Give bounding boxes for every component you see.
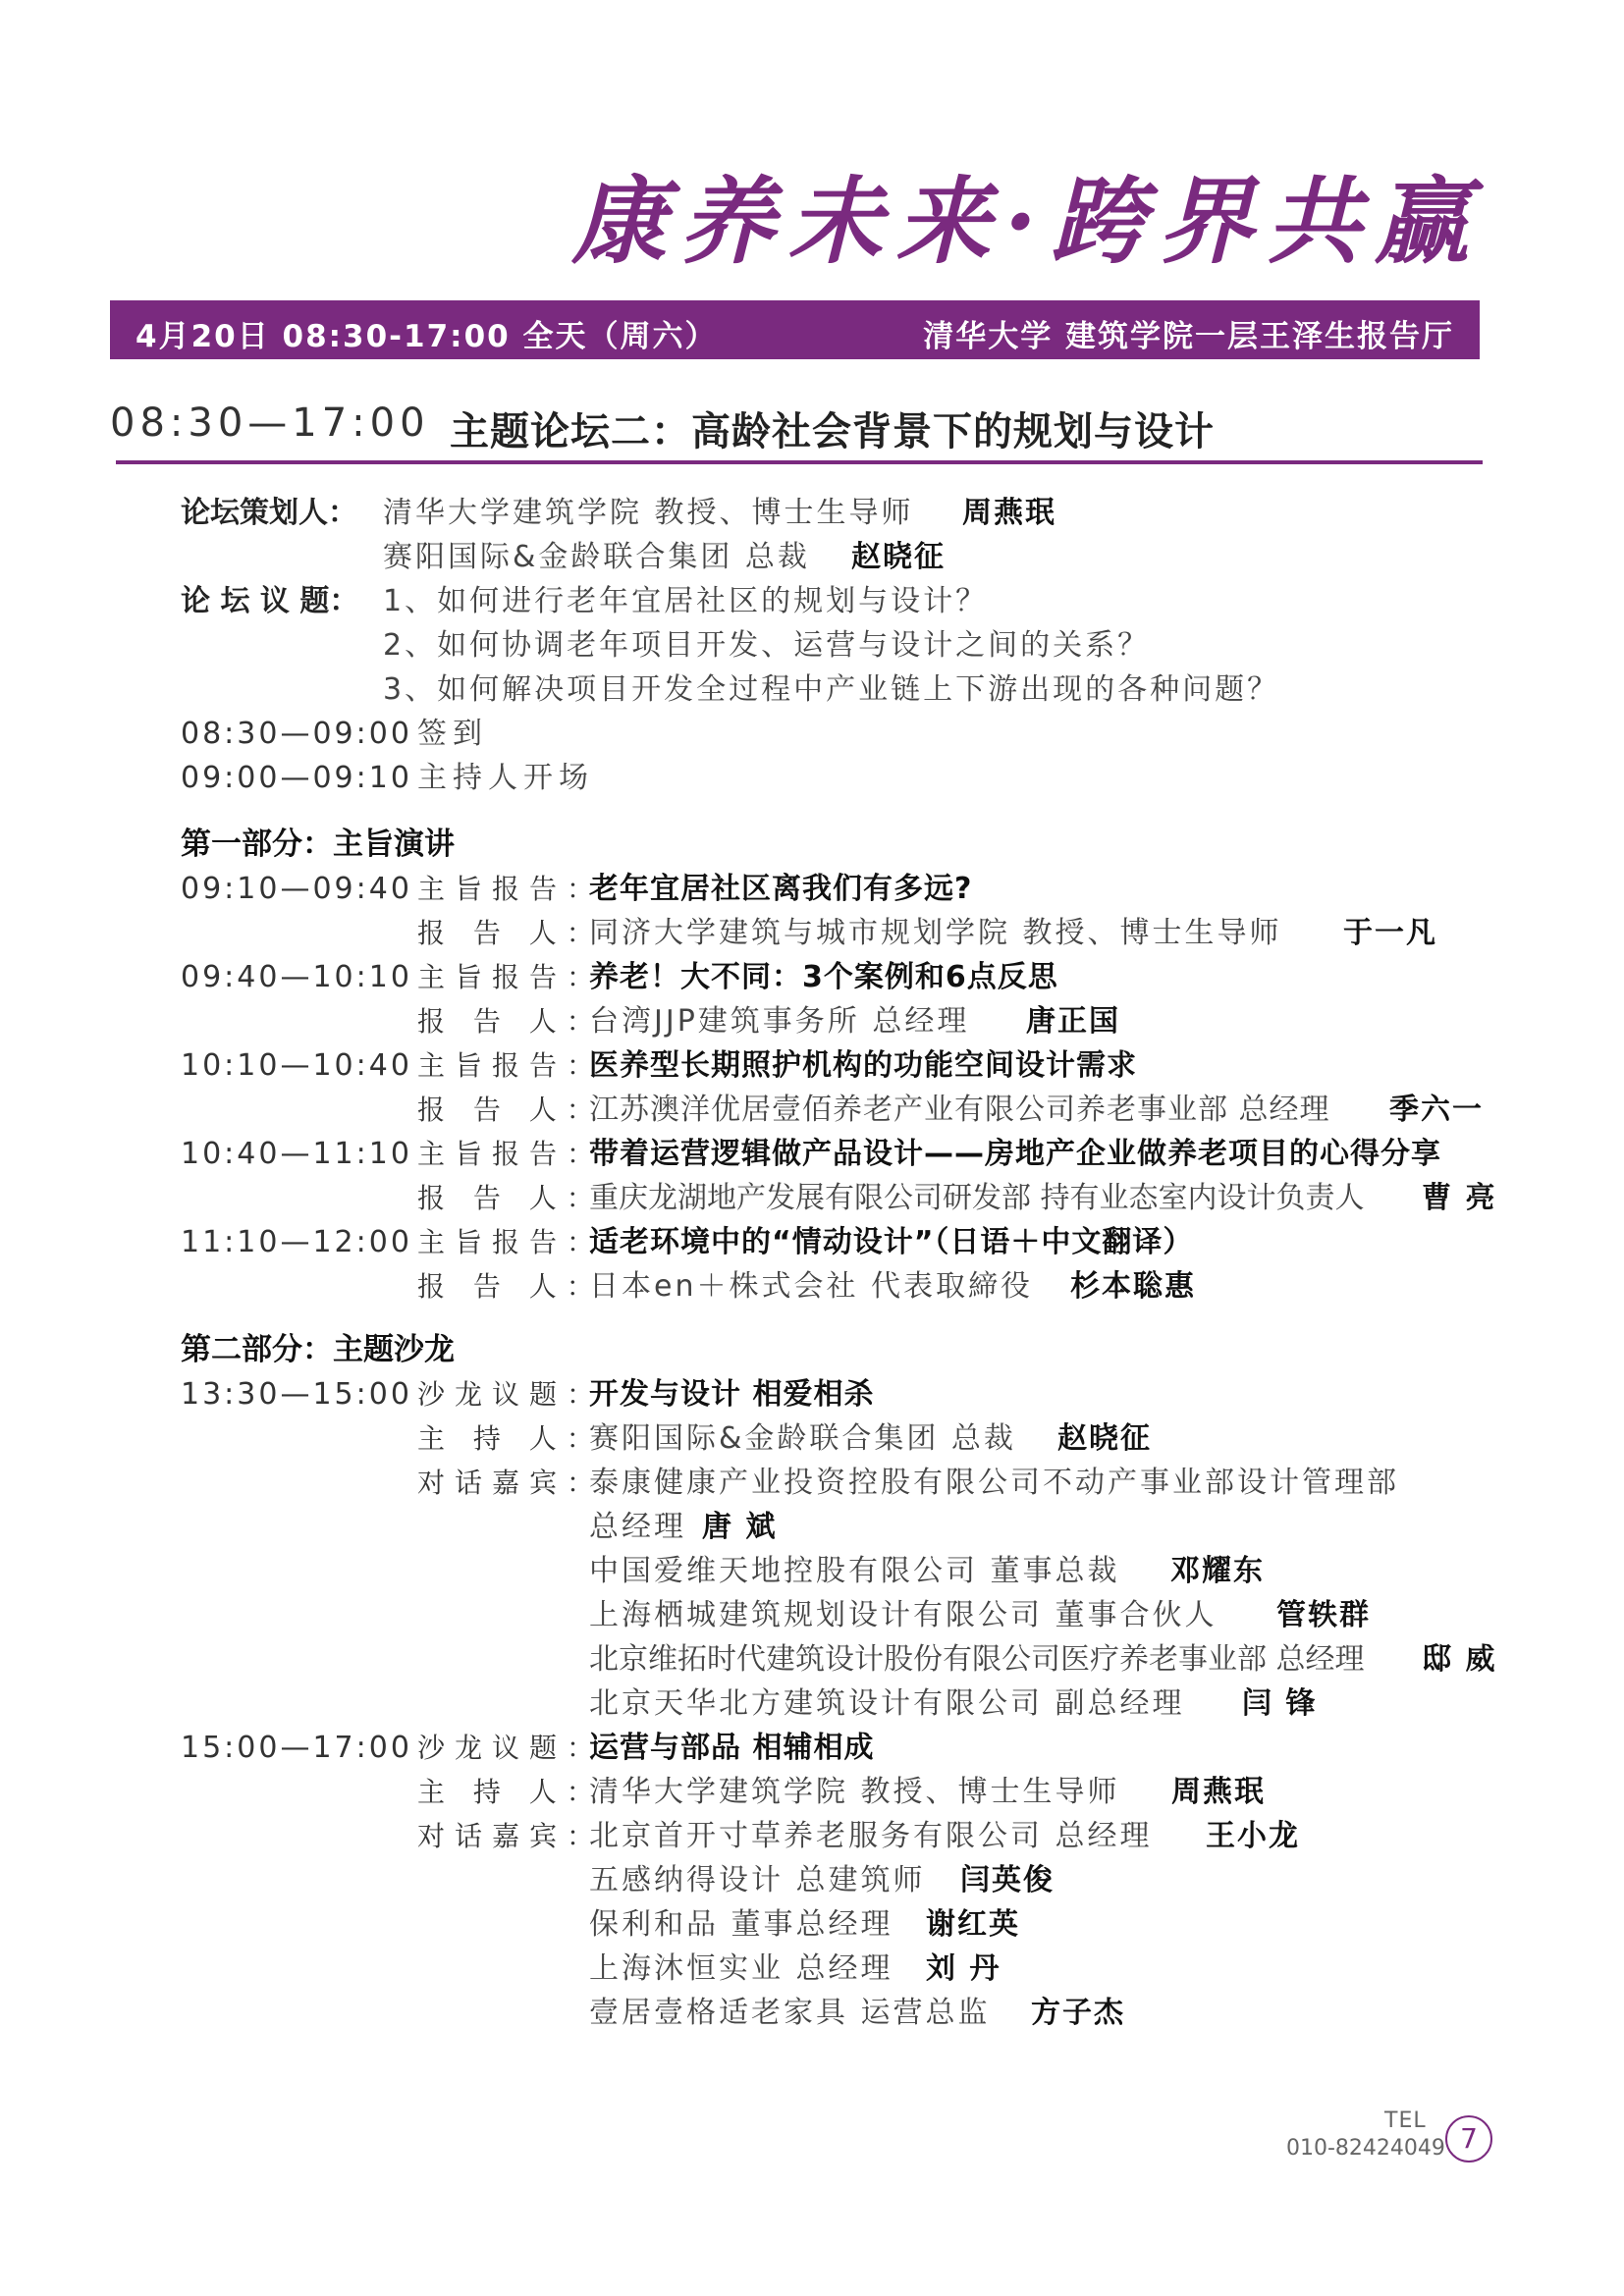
guest-name: 邸 威 (1422, 1642, 1497, 1677)
forum-time: 08:30—17:00 (110, 400, 430, 446)
event-venue: 清华大学 建筑学院一层王泽生报告厅 (923, 319, 1454, 354)
speaker-label: 报 告 人： (417, 1094, 604, 1126)
divider (116, 460, 1483, 464)
speaker-name: 季六一 (1389, 1093, 1484, 1127)
guest-name: 闫英俊 (960, 1863, 1055, 1897)
salon-title: 开发与设计 相爱相杀 (589, 1377, 875, 1412)
speaker-label: 报 告 人： (417, 1005, 604, 1038)
guest-org: 五感纳得设计 总建筑师 (589, 1863, 926, 1897)
guest-name: 唐 斌 (702, 1510, 778, 1544)
speaker-org: 日本en＋株式会社 代表取締役 (589, 1269, 1034, 1304)
speaker-label: 报 告 人： (417, 1270, 604, 1303)
guest-name: 邓耀东 (1170, 1554, 1265, 1588)
planner-org: 赛阳国际&金龄联合集团 总裁 (383, 540, 810, 574)
schedule-time: 08:30—09:00 (181, 717, 412, 751)
guest-name: 闫 锋 (1242, 1686, 1318, 1721)
part1-title: 第一部分：主旨演讲 (181, 827, 455, 862)
planner-name: 赵晓征 (851, 540, 946, 574)
talk-time: 10:40—11:10 (181, 1137, 412, 1171)
guest-name: 谢红英 (926, 1907, 1020, 1942)
host-label: 主 持 人： (417, 1776, 604, 1808)
planner-org: 清华大学建筑学院 教授、博士生导师 (383, 496, 914, 530)
guest-org: 中国爱维天地控股有限公司 董事总裁 (589, 1554, 1120, 1588)
speaker-name: 曹 亮 (1422, 1181, 1497, 1215)
speaker-name: 唐正国 (1026, 1004, 1120, 1039)
topic-item: 1、如何进行老年宜居社区的规划与设计？ (383, 584, 989, 618)
part2-title: 第二部分：主题沙龙 (181, 1332, 455, 1367)
guest-name: 管轶群 (1276, 1598, 1371, 1632)
schedule-label: 签到 (417, 717, 488, 751)
talk-title: 适老环境中的“情动设计”（日语＋中文翻译） (589, 1225, 1194, 1259)
host-name: 赵晓征 (1057, 1421, 1152, 1456)
talk-label: 主旨报告： (417, 961, 605, 993)
speaker-label: 报 告 人： (417, 1182, 604, 1214)
tel-label: TEL (1384, 2109, 1427, 2133)
guest-org: 总经理 (589, 1510, 686, 1544)
talk-time: 11:10—12:00 (181, 1225, 412, 1259)
event-date-time: 4月20日 08:30-17:00 全天（周六） (135, 319, 718, 354)
talk-time: 10:10—10:40 (181, 1048, 412, 1083)
talk-title: 医养型长期照护机构的功能空间设计需求 (589, 1048, 1137, 1083)
page-number: 7 (1445, 2115, 1492, 2163)
planners-label: 论坛策划人： (181, 496, 357, 530)
talk-label: 主旨报告： (417, 1138, 605, 1170)
guests-label: 对话嘉宾： (417, 1467, 605, 1499)
talk-title: 养老！大不同：3个案例和6点反思 (589, 960, 1058, 994)
guest-org: 泰康健康产业投资控股有限公司不动产事业部设计管理部 (589, 1466, 1399, 1500)
talk-title: 带着运营逻辑做产品设计——房地产企业做养老项目的心得分享 (589, 1137, 1441, 1171)
talk-label: 主旨报告： (417, 873, 605, 905)
guests-label: 对话嘉宾： (417, 1820, 605, 1852)
talk-time: 09:40—10:10 (181, 960, 412, 994)
guest-name: 王小龙 (1206, 1819, 1300, 1853)
speaker-name: 于一凡 (1343, 916, 1437, 950)
salon-title: 运营与部品 相辅相成 (589, 1731, 875, 1765)
speaker-name: 杉本聡惠 (1070, 1269, 1196, 1304)
host-name: 周燕珉 (1171, 1775, 1266, 1809)
guest-org: 保利和品 董事总经理 (589, 1907, 893, 1942)
guest-org: 北京维拓时代建筑设计股份有限公司医疗养老事业部 总经理 (589, 1642, 1365, 1677)
event-info-bar (110, 300, 1480, 359)
guest-name: 方子杰 (1031, 1996, 1125, 2030)
schedule-time: 09:00—09:10 (181, 761, 412, 795)
planner-name: 周燕珉 (962, 496, 1056, 530)
salon-time: 15:00—17:00 (181, 1731, 412, 1765)
talk-time: 09:10—09:40 (181, 872, 412, 906)
host-org: 赛阳国际&金龄联合集团 总裁 (589, 1421, 1016, 1456)
forum-title: 主题论坛二：高龄社会背景下的规划与设计 (450, 409, 1215, 454)
host-label: 主 持 人： (417, 1422, 604, 1455)
guest-org: 壹居壹格适老家具 运营总监 (589, 1996, 991, 2030)
guest-org: 北京首开寸草养老服务有限公司 总经理 (589, 1819, 1153, 1853)
salon-time: 13:30—15:00 (181, 1377, 412, 1412)
speaker-org: 江苏澳洋优居壹佰养老产业有限公司养老事业部 总经理 (589, 1093, 1330, 1127)
guest-org: 上海栖城建筑规划设计有限公司 董事合伙人 (589, 1598, 1218, 1632)
talk-label: 主旨报告： (417, 1049, 605, 1082)
guest-name: 刘 丹 (926, 1951, 1001, 1986)
speaker-org: 重庆龙湖地产发展有限公司研发部 持有业态室内设计负责人 (589, 1181, 1365, 1215)
talk-title: 老年宜居社区离我们有多远? (589, 872, 973, 906)
topic-item: 2、如何协调老年项目开发、运营与设计之间的关系？ (383, 628, 1151, 663)
speaker-org: 台湾JJP建筑事务所 总经理 (589, 1004, 970, 1039)
topics-label: 论 坛 议 题： (181, 584, 359, 618)
guest-org: 上海沐恒实业 总经理 (589, 1951, 893, 1986)
host-org: 清华大学建筑学院 教授、博士生导师 (589, 1775, 1120, 1809)
topic-item: 3、如何解决项目开发全过程中产业链上下游出现的各种问题？ (383, 672, 1280, 707)
talk-label: 主旨报告： (417, 1226, 605, 1258)
speaker-label: 报 告 人： (417, 917, 604, 949)
salon-topic-label: 沙龙议题： (417, 1732, 605, 1764)
page-title: 康养未来·跨界共赢 (571, 166, 1483, 277)
speaker-org: 同济大学建筑与城市规划学院 教授、博士生导师 (589, 916, 1282, 950)
schedule-label: 主持人开场 (417, 761, 594, 795)
tel-number: 010-82424049 (1286, 2136, 1445, 2161)
salon-topic-label: 沙龙议题： (417, 1378, 605, 1411)
guest-org: 北京天华北方建筑设计有限公司 副总经理 (589, 1686, 1185, 1721)
